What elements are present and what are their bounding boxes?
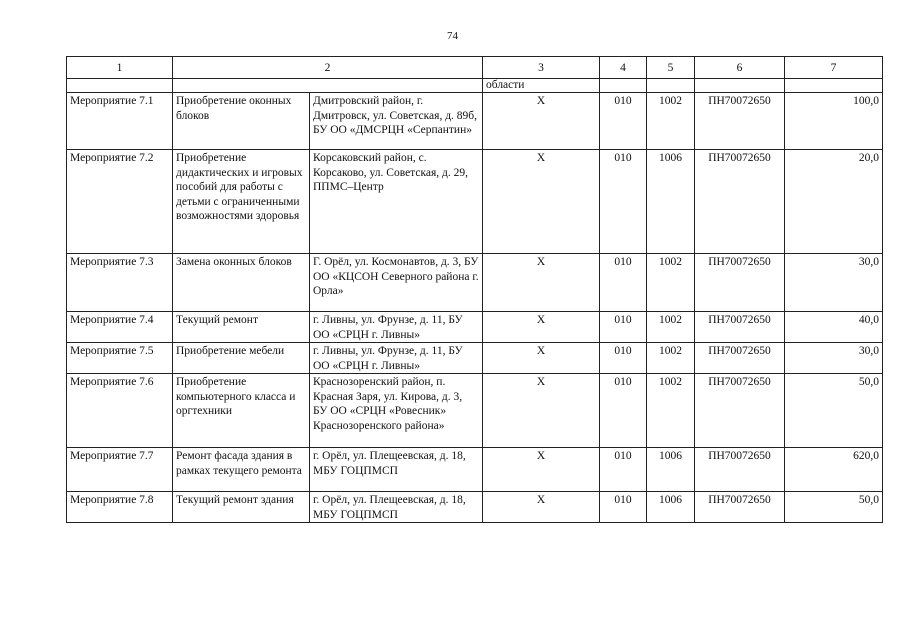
- code-cell: ПН70072650: [695, 343, 785, 374]
- measures-table: [66, 56, 883, 523]
- address-cell: г. Ливны, ул. Фрунзе, д. 11, БУ ОО «СРЦН г. Ливны»: [310, 343, 483, 374]
- amount-cell: 40,0: [785, 312, 883, 343]
- col5-cell: 1006: [647, 492, 695, 523]
- col4-cell: 010: [600, 150, 647, 254]
- header-cell-5: 5: [647, 57, 695, 79]
- col5-cell: 1002: [647, 374, 695, 448]
- table-row: [67, 150, 883, 254]
- address-cell: Г. Орёл, ул. Космонавтов, д. 3, БУ ОО «КЦСОН Северного района г. Орла»: [310, 254, 483, 312]
- address-cell: г. Орёл, ул. Плещеевская, д. 18, МБУ ГОЦПМСП: [310, 448, 483, 492]
- col4-cell: 010: [600, 492, 647, 523]
- measure-cell: Мероприятие 7.8: [67, 492, 173, 523]
- code-cell: ПН70072650: [695, 254, 785, 312]
- subheader-cell-3: области: [483, 79, 600, 93]
- col5-cell: 1002: [647, 254, 695, 312]
- table-row: [67, 312, 883, 343]
- amount-cell: 30,0: [785, 343, 883, 374]
- col3-cell: Х: [483, 254, 600, 312]
- col3-cell: Х: [483, 374, 600, 448]
- col5-cell: 1002: [647, 93, 695, 150]
- table-row: [67, 492, 883, 523]
- code-cell: ПН70072650: [695, 448, 785, 492]
- address-cell: г. Орёл, ул. Плещеевская, д. 18, МБУ ГОЦПМСП: [310, 492, 483, 523]
- col3-cell: Х: [483, 93, 600, 150]
- amount-cell: 50,0: [785, 374, 883, 448]
- address-cell: Корсаковский район, с. Корсаково, ул. Советская, д. 29, ППМС–Центр: [310, 150, 483, 254]
- col4-cell: 010: [600, 448, 647, 492]
- col3-cell: Х: [483, 448, 600, 492]
- address-cell: Дмитровский район, г. Дмитровск, ул. Советская, д. 89б, БУ ОО «ДМСРЦН «Серпантин»: [310, 93, 483, 150]
- name-cell: Приобретение дидактических и игровых пособий для работы с детьми с ограниченными возможностями здоровья: [173, 150, 310, 254]
- measure-cell: Мероприятие 7.6: [67, 374, 173, 448]
- code-cell: ПН70072650: [695, 492, 785, 523]
- table-row: [67, 93, 883, 150]
- table-row: [67, 374, 883, 448]
- name-cell: Замена оконных блоков: [173, 254, 310, 312]
- header-cell-7: 7: [785, 57, 883, 79]
- col4-cell: 010: [600, 254, 647, 312]
- subheader-row: [67, 79, 883, 93]
- col3-cell: Х: [483, 492, 600, 523]
- code-cell: ПН70072650: [695, 312, 785, 343]
- table-row: [67, 254, 883, 312]
- amount-cell: 620,0: [785, 448, 883, 492]
- amount-cell: 50,0: [785, 492, 883, 523]
- col4-cell: 010: [600, 374, 647, 448]
- col5-cell: 1002: [647, 312, 695, 343]
- page-number: 74: [447, 30, 458, 42]
- code-cell: ПН70072650: [695, 93, 785, 150]
- col5-cell: 1006: [647, 150, 695, 254]
- header-cell-1: 1: [67, 57, 173, 79]
- name-cell: Приобретение компьютерного класса и оргтехники: [173, 374, 310, 448]
- address-cell: Краснозоренский район, п. Красная Заря, ул. Кирова, д. 3, БУ ОО «СРЦН «Ровесник» Краснозоренского района»: [310, 374, 483, 448]
- name-cell: Приобретение оконных блоков: [173, 93, 310, 150]
- amount-cell: 30,0: [785, 254, 883, 312]
- name-cell: Приобретение мебели: [173, 343, 310, 374]
- col3-cell: Х: [483, 312, 600, 343]
- header-cell-6: 6: [695, 57, 785, 79]
- amount-cell: 20,0: [785, 150, 883, 254]
- measure-cell: Мероприятие 7.3: [67, 254, 173, 312]
- code-cell: ПН70072650: [695, 150, 785, 254]
- measure-cell: Мероприятие 7.1: [67, 93, 173, 150]
- col4-cell: 010: [600, 93, 647, 150]
- measure-cell: Мероприятие 7.5: [67, 343, 173, 374]
- amount-cell: 100,0: [785, 93, 883, 150]
- table-row: [67, 448, 883, 492]
- header-row: [67, 57, 883, 79]
- address-cell: г. Ливны, ул. Фрунзе, д. 11, БУ ОО «СРЦН г. Ливны»: [310, 312, 483, 343]
- measure-cell: Мероприятие 7.2: [67, 150, 173, 254]
- col5-cell: 1006: [647, 448, 695, 492]
- header-cell-2: 2: [173, 57, 483, 79]
- code-cell: ПН70072650: [695, 374, 785, 448]
- name-cell: Текущий ремонт: [173, 312, 310, 343]
- measure-cell: Мероприятие 7.7: [67, 448, 173, 492]
- col4-cell: 010: [600, 312, 647, 343]
- col4-cell: 010: [600, 343, 647, 374]
- measure-cell: Мероприятие 7.4: [67, 312, 173, 343]
- name-cell: Текущий ремонт здания: [173, 492, 310, 523]
- col3-cell: Х: [483, 150, 600, 254]
- col3-cell: Х: [483, 343, 600, 374]
- header-cell-3: 3: [483, 57, 600, 79]
- table-row: [67, 343, 883, 374]
- header-cell-4: 4: [600, 57, 647, 79]
- col5-cell: 1002: [647, 343, 695, 374]
- name-cell: Ремонт фасада здания в рамках текущего ремонта: [173, 448, 310, 492]
